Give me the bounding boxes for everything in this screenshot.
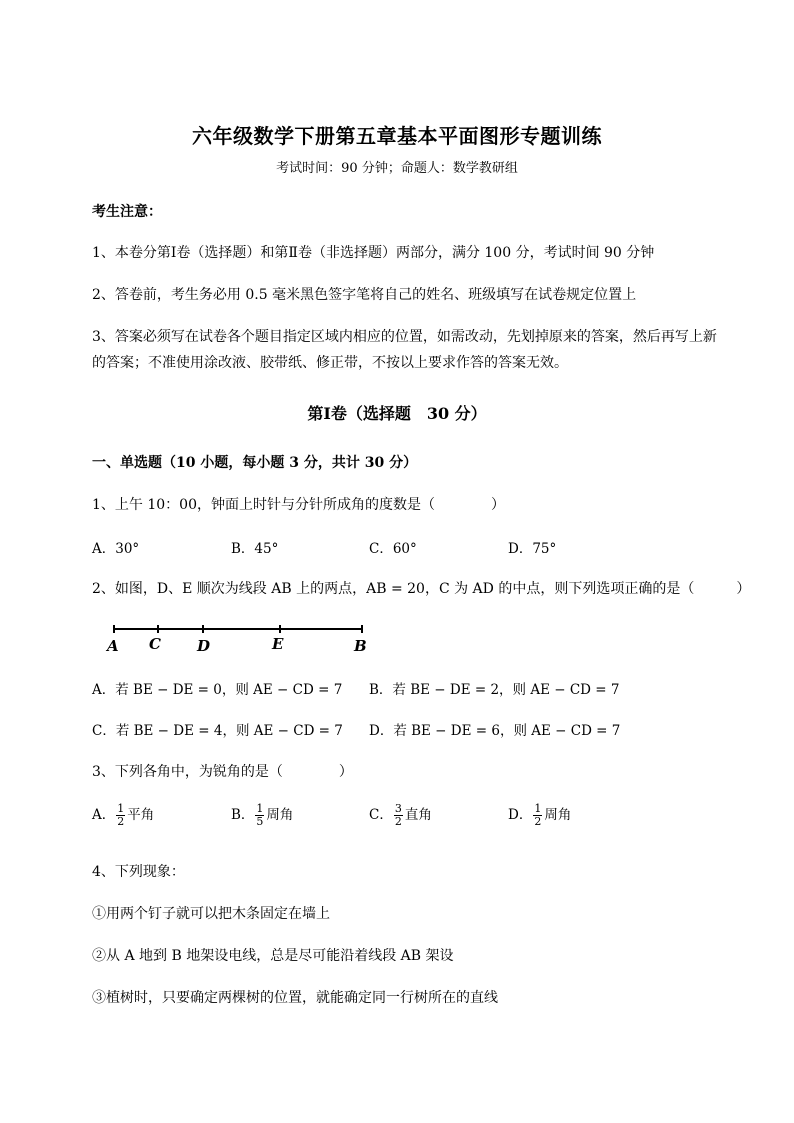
- denominator: 2: [117, 815, 125, 828]
- fraction: [394, 803, 403, 828]
- label-a: A: [107, 637, 119, 655]
- question-4-item-2: ②从 A 地到 B 地架设电线，总是尽可能沿着线段 AB 架设: [92, 948, 454, 964]
- question-2-option-b: B．若 BE − DE = 2，则 AE − CD = 7: [369, 682, 620, 698]
- question-1-option-b: B．45°: [231, 541, 279, 557]
- fraction: [255, 803, 264, 828]
- question-3-option-b: [231, 803, 293, 828]
- numerator: 1: [534, 802, 542, 815]
- segment-figure: [100, 615, 380, 660]
- section-title: 第Ⅰ卷（选择题 30 分）: [307, 404, 487, 423]
- notice-item-3-line-1: 3、答案必须写在试卷各个题目指定区域内相应的位置，如需改动，先划掉原来的答案，然后再写上新: [92, 329, 717, 345]
- question-4-item-3: ③植树时，只要确定两棵树的位置，就能确定同一行树所在的直线: [92, 990, 498, 1006]
- notice-item-1: 1、本卷分第Ⅰ卷（选择题）和第Ⅱ卷（非选择题）两部分，满分 100 分，考试时间 90 分钟: [92, 245, 655, 261]
- question-2-option-d: D．若 BE − DE = 6，则 AE − CD = 7: [369, 723, 621, 739]
- question-1-option-a: A．30°: [92, 541, 140, 557]
- option-suffix: 周角: [266, 807, 294, 823]
- fraction: [533, 803, 542, 828]
- question-2-option-a: A．若 BE − DE = 0，则 AE − CD = 7: [92, 682, 343, 698]
- question-4-stem: 4、下列现象：: [92, 864, 185, 880]
- option-prefix: D．: [508, 807, 533, 823]
- numerator: 3: [394, 802, 402, 815]
- question-4-item-1: ①用两个钉子就可以把木条固定在墙上: [92, 906, 330, 922]
- option-suffix: 直角: [404, 807, 432, 823]
- denominator: 2: [534, 815, 542, 828]
- question-2-option-c: C．若 BE − DE = 4，则 AE − CD = 7: [92, 723, 343, 739]
- option-suffix: 平角: [127, 807, 155, 823]
- fraction: [116, 803, 125, 828]
- label-b: B: [354, 637, 367, 655]
- notice-item-2: 2、答卷前，考生务必用 0.5 毫米黑色签字笔将自己的姓名、班级填写在试卷规定位置上: [92, 287, 637, 303]
- label-e: E: [272, 635, 284, 653]
- numerator: 1: [256, 802, 264, 815]
- question-3-option-d: [508, 803, 571, 828]
- numerator: 1: [117, 802, 125, 815]
- page-title: 六年级数学下册第五章基本平面图形专题训练: [192, 124, 602, 148]
- option-prefix: A．: [92, 807, 116, 823]
- label-d: D: [197, 637, 211, 655]
- segment-line: [100, 615, 380, 635]
- option-prefix: B．: [231, 807, 255, 823]
- part-heading: 一、单选题（10 小题，每小题 3 分，共计 30 分）: [92, 455, 418, 471]
- question-2-stem: 2、如图，D、E 顺次为线段 AB 上的两点，AB = 20，C 为 AD 的中点，则下列选项正确的是（ ）: [92, 581, 751, 597]
- question-3-option-a: [92, 803, 154, 828]
- question-1-stem: 1、上午 10：00，钟面上时针与分针所成角的度数是（ ）: [92, 497, 505, 513]
- question-3-option-c: [369, 803, 432, 828]
- denominator: 2: [394, 815, 402, 828]
- exam-info: 考试时间：90 分钟；命题人：数学教研组: [276, 161, 518, 176]
- label-c: C: [149, 635, 161, 653]
- question-3-stem: 3、下列各角中，为锐角的是（ ）: [92, 764, 353, 780]
- notice-item-3-line-2: 的答案；不准使用涂改液、胶带纸、修正带，不按以上要求作答的答案无效。: [92, 355, 568, 371]
- question-1-option-c: C．60°: [369, 541, 417, 557]
- option-prefix: C．: [369, 807, 393, 823]
- denominator: 5: [256, 815, 264, 828]
- question-1-option-d: D．75°: [508, 541, 557, 557]
- notice-heading: 考生注意：: [92, 204, 162, 220]
- option-suffix: 周角: [544, 807, 572, 823]
